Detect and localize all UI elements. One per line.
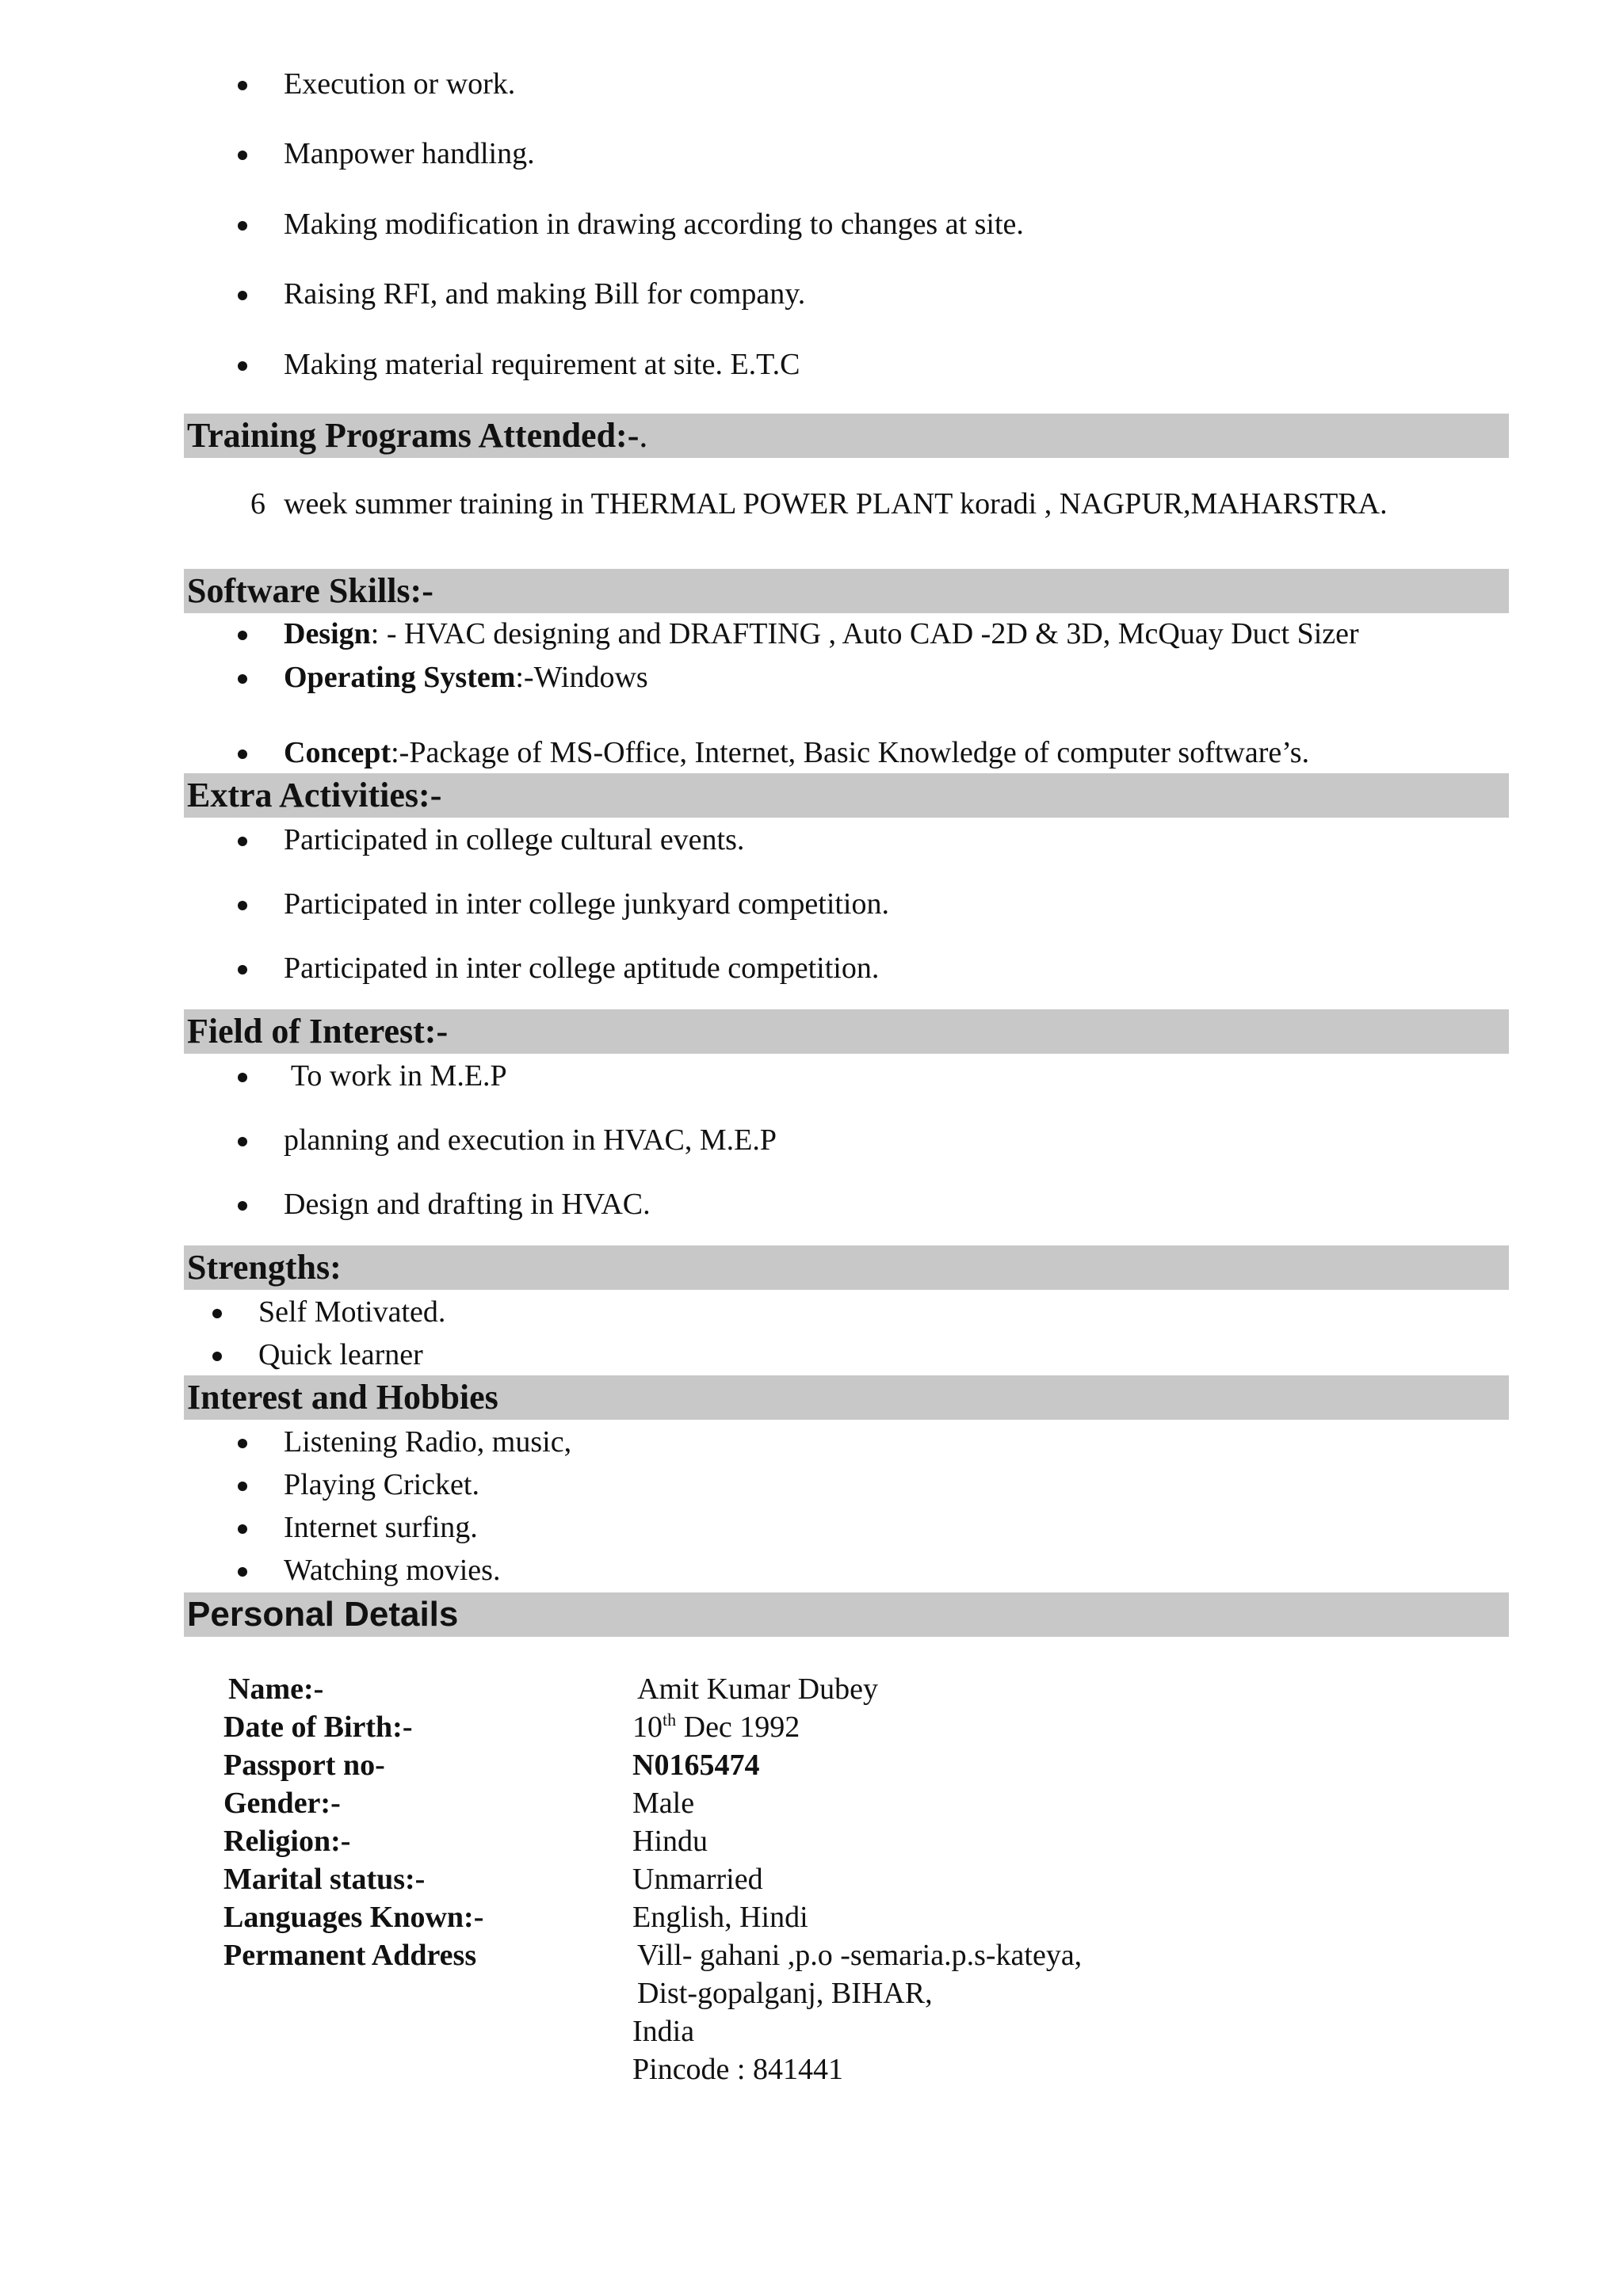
religion-label: Religion:- [223,1825,351,1858]
list-item: Participated in inter college aptitude competition. [284,952,880,985]
section-title-software: Software Skills:- [187,571,433,610]
bullet-icon [238,1137,247,1146]
bullet-icon [238,1567,247,1577]
bullet-icon [238,1073,247,1082]
list-item: Participated in college cultural events. [284,823,745,856]
bullet-icon [238,837,247,846]
bullet-icon [238,151,247,160]
dob-label: Date of Birth:- [223,1711,413,1744]
bullet-icon [238,1439,247,1448]
list-item: Playing Cricket. [284,1468,479,1501]
section-title-hobbies: Interest and Hobbies [187,1378,498,1417]
software-item-os: Operating System:-Windows [284,661,648,694]
bullet-icon [238,1201,247,1211]
list-item: To work in M.E.P [284,1059,507,1093]
software-item-design: Design: - HVAC designing and DRAFTING , Auto CAD -2D & 3D, McQuay Duct Sizer [284,617,1359,650]
bullet-icon [238,1482,247,1491]
software-item-concept: Concept:-Package of MS-Office, Internet, Basic Knowledge of computer software’s. [284,736,1310,769]
section-title-strengths: Strengths: [187,1248,342,1287]
list-item: Design and drafting in HVAC. [284,1188,651,1221]
training-text: week summer training in THERMAL POWER PLANT koradi , NAGPUR,MAHARSTRA. [284,487,1388,521]
section-title-training: Training Programs Attended:-. [187,416,648,455]
passport-value: N0165474 [632,1749,760,1782]
list-item: Participated in inter college junkyard competition. [284,887,889,921]
name-value: Amit Kumar Dubey [637,1672,878,1706]
address-line: India [632,2015,695,2048]
list-item: Making modification in drawing according to changes at site. [284,208,1024,241]
dob-value: 10th Dec 1992 [632,1710,800,1744]
section-bar-strengths [184,1245,1509,1290]
address-label: Permanent Address [223,1939,477,1972]
gender-label: Gender:- [223,1787,341,1820]
languages-value: English, Hindi [632,1901,808,1934]
list-item: Raising RFI, and making Bill for company. [284,277,806,311]
bullet-icon [238,81,247,90]
bullet-icon [238,631,247,640]
marital-label: Marital status:- [223,1863,426,1896]
bullet-icon [238,965,247,974]
passport-label: Passport no- [223,1749,385,1782]
list-item: Self Motivated. [258,1295,446,1329]
bullet-icon [238,674,247,684]
languages-label: Languages Known:- [223,1901,484,1934]
list-item: Quick learner [258,1338,423,1371]
bullet-icon [212,1309,222,1318]
section-title-personal: Personal Details [187,1595,459,1634]
bullet-icon [238,361,247,371]
address-line: Vill- gahani ,p.o -semaria.p.s-kateya, [637,1939,1083,1972]
address-line: Dist-gopalganj, BIHAR, [637,1977,933,2010]
bullet-icon [238,1524,247,1534]
gender-value: Male [632,1787,695,1820]
list-item: planning and execution in HVAC, M.E.P [284,1123,777,1157]
bullet-icon [238,291,247,300]
name-label: Name:- [228,1672,324,1706]
list-item: Execution or work. [284,67,516,101]
list-item: Making material requirement at site. E.T.C [284,348,800,381]
list-item: Listening Radio, music, [284,1425,572,1459]
list-item: Internet surfing. [284,1511,478,1544]
bullet-icon [238,901,247,910]
bullet-icon [212,1352,222,1361]
list-item: Manpower handling. [284,137,535,170]
section-title-extra: Extra Activities:- [187,776,442,814]
training-number: 6 [250,487,265,521]
marital-value: Unmarried [632,1863,763,1896]
section-title-interest: Field of Interest:- [187,1012,449,1051]
list-item: Watching movies. [284,1554,501,1587]
religion-value: Hindu [632,1825,708,1858]
bullet-icon [238,221,247,231]
address-line: Pincode : 841441 [632,2053,843,2086]
bullet-icon [238,749,247,759]
